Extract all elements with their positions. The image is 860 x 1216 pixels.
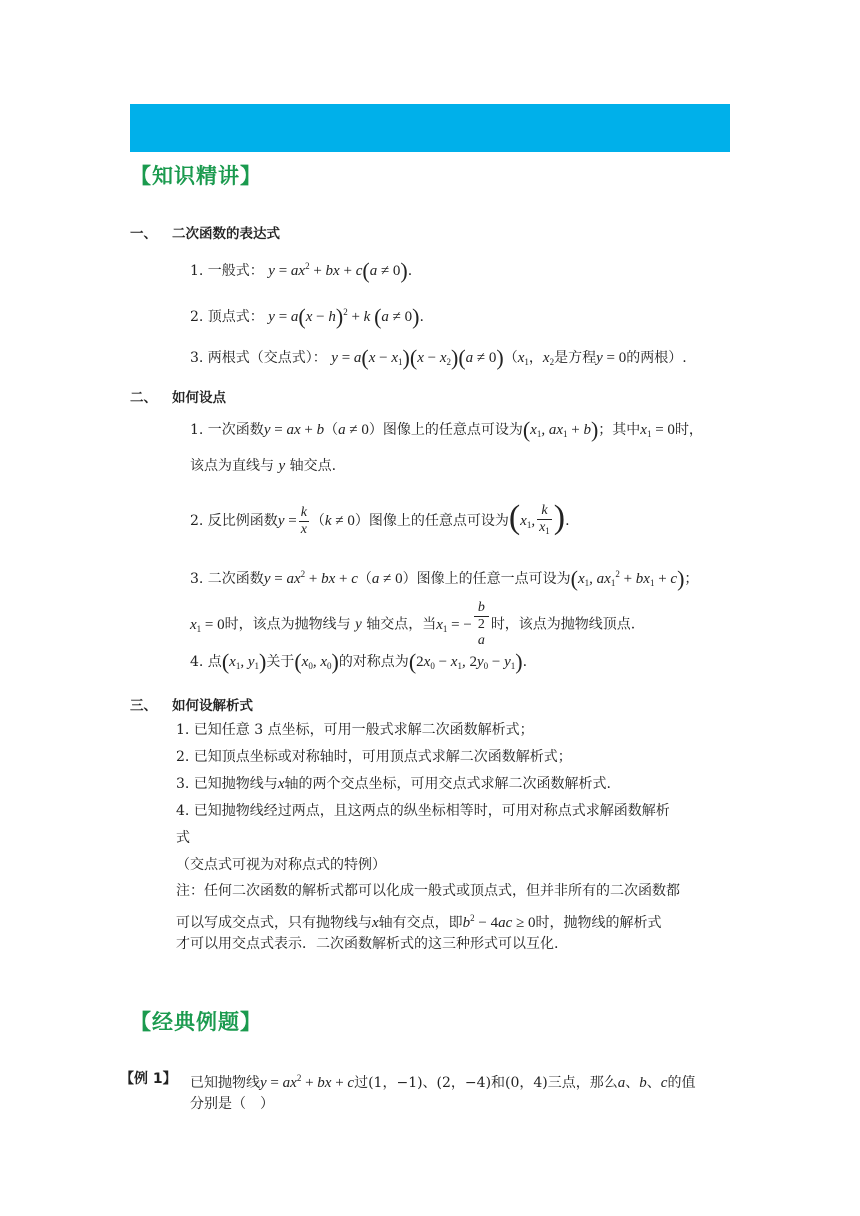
text: 可以写成交点式，只有抛物线与 <box>176 915 372 931</box>
formula: c <box>660 1075 668 1091</box>
text: 2. 反比例函数 <box>190 513 278 529</box>
formula: a <box>617 1075 626 1091</box>
text: 该点为直线与 <box>190 458 274 474</box>
formula: $y = ax^2$ + bx + c <box>263 569 358 587</box>
text: 时， <box>674 422 703 438</box>
heading-expressions <box>130 222 280 242</box>
text: 1. 一次函数 <box>190 422 264 438</box>
formula: b <box>639 1075 647 1091</box>
formula-x1: $x_1$ <box>517 350 529 367</box>
quadratic-point-line-cont <box>190 600 636 648</box>
note-line-3: 才可以用交点式表示．二次函数解析式的这三种形式可以互化. <box>176 936 559 952</box>
two-root-form-formula: $y = a(x - x_1)(x - x_2)(a \ne 0)$ <box>331 345 504 370</box>
text: （ <box>310 513 325 529</box>
formula: ($x_1$, $ax_1 + b$) <box>522 417 599 442</box>
heading-number: 三、 <box>130 698 157 714</box>
text: 已知抛物线 <box>190 1075 260 1091</box>
text: ）图像上的任意点可设为 <box>368 422 523 438</box>
heading-text: 如何设点 <box>172 390 226 406</box>
formula: $x_1$ = − <box>436 616 472 634</box>
section-title-knowledge: 【知识精讲】 <box>130 164 262 188</box>
text: 轴交点，当 <box>366 616 437 633</box>
analytic-item-4-cont: 式 <box>176 830 190 846</box>
text: 3. 二次函数 <box>190 571 264 587</box>
text: 轴交点. <box>289 458 337 474</box>
heading-text: 如何设解析式 <box>172 698 253 714</box>
text: ）图像上的任意点可设为 <box>354 513 509 529</box>
formula: y <box>278 458 286 474</box>
two-root-form-line <box>190 345 687 372</box>
formula: x <box>277 776 285 792</box>
analytic-item-1: 1. 已知任意 3 点坐标，可用一般式求解二次函数解析式； <box>176 722 534 738</box>
example-1-line: 已知抛物线$y = ax^2$ + bx + c过(1，−1)、(2，−4)和(0，4)三点，那么a、b、c的值 <box>190 1073 696 1091</box>
formula: a ≠ 0 <box>371 571 403 587</box>
vertex-form-line: 2. 顶点式： $y = a(x - h)^2 + k$ (a ≠ 0). <box>190 304 424 329</box>
analytic-item-5: （交点式可视为对称点式的特例） <box>176 857 386 873</box>
formula: y <box>355 616 362 633</box>
text: ；其中 <box>598 422 641 438</box>
text: ）图像上的任意一点可设为 <box>402 571 571 587</box>
text: ； <box>684 571 699 587</box>
heading-set-analytic <box>130 694 253 714</box>
text: 的对称点为 <box>338 654 409 670</box>
linear-point-line <box>190 417 703 444</box>
text: 是方程 <box>554 350 597 366</box>
analytic-item-4: 4. 已知抛物线经过两点，且这两点的纵坐标相等时，可用对称点式求解函数解析 <box>176 803 670 819</box>
formula-y0: y = 0 <box>596 350 627 366</box>
formula: ) <box>553 499 566 536</box>
general-form-label: 1. 一般式： <box>190 263 264 279</box>
fraction-b-over-2a: b 2 a <box>474 600 489 649</box>
quadratic-point-line <box>190 564 698 593</box>
analytic-item-3 <box>176 774 611 794</box>
vertex-form-label: 2. 顶点式： <box>190 309 264 325</box>
formula: ($x_1$, $y_1$) <box>221 649 267 674</box>
text: 轴的两个交点坐标，可用交点式求解二次函数解析式. <box>284 776 611 792</box>
text: 的两根）. <box>626 350 687 366</box>
example-1-label: 【例 1】 <box>120 1071 177 1087</box>
formula: k ≠ 0 <box>324 513 355 529</box>
header-banner <box>130 104 730 152</box>
note-line-1: 注：任何二次函数的解析式都可以化成一般式或顶点式，但并非所有的二次函数都 <box>176 883 680 899</box>
heading-number: 一、 <box>130 226 157 242</box>
formula: $y = ax^2$ + bx + c <box>260 1073 355 1091</box>
formula: $x_1 = 0$ <box>190 616 225 634</box>
fraction-k-over-x1: $\frac{k}{x_1}$ <box>539 503 550 536</box>
analytic-item-2: 2. 已知顶点坐标或对称轴时，可用顶点式求解二次函数解析式； <box>176 749 572 765</box>
text: （ <box>324 422 339 438</box>
text: 时，抛物线的解析式 <box>535 915 662 931</box>
inverse-point-line: 2. 反比例函数y = $\frac{k}{x}$ （k ≠ 0）图像上的任意点可设为($x_1$, $\frac{k}{x_1}$ ). <box>190 498 570 538</box>
formula: $x_1 = 0$ <box>640 422 675 439</box>
text: 时，该点为抛物线与 <box>224 616 351 633</box>
heading-text: 二次函数的表达式 <box>172 226 280 242</box>
general-form-line: 1. 一般式： $y = ax^2$ + bx + c(a ≠ 0). <box>190 258 413 283</box>
linear-point-line-cont <box>190 456 336 476</box>
formula: y = <box>277 513 297 529</box>
heading-set-points <box>130 386 226 406</box>
text: ， <box>528 350 543 366</box>
text: 3. 已知抛物线与 <box>176 776 278 792</box>
text: 过(1，−1)、(2，−4)和(0，4)三点，那么 <box>354 1075 618 1091</box>
formula: y = ax + b <box>263 422 325 438</box>
formula: ($x_1$, <box>508 499 536 536</box>
text: 的值 <box>667 1075 696 1091</box>
formula: a ≠ 0 <box>338 422 369 438</box>
section-title-examples: 【经典例题】 <box>130 1010 262 1034</box>
text: 关于 <box>266 654 295 670</box>
formula: x <box>372 915 379 931</box>
formula: $b^2 - 4ac \ge 0$ <box>462 913 536 931</box>
general-form-formula: $y = ax^2$ + bx + c(a ≠ 0) <box>268 258 408 283</box>
note-line-2 <box>176 908 662 933</box>
formula: ($x_1$, $ax_1^2 + bx_1 + c$) <box>570 566 685 591</box>
text: （ <box>357 571 372 587</box>
text: 4. 点 <box>190 654 222 670</box>
text: （ <box>503 350 518 366</box>
text: 轴有交点，即 <box>378 915 463 931</box>
formula-x2: $x_2$ <box>542 350 555 367</box>
example-1-line-cont: 分别是（ ） <box>190 1096 274 1112</box>
text: 时，该点为抛物线顶点. <box>490 616 636 633</box>
vertex-form-formula: $y = a(x - h)^2 + k$ (a ≠ 0) <box>268 304 420 329</box>
formula: ($x_0$, $x_0$) <box>294 649 339 674</box>
symmetric-point-line: 4. 点($x_1$, $y_1$)关于($x_0$, $x_0$)的对称点为($2x_0 - x_1$, $2y_0 - y_1$). <box>190 649 528 674</box>
fraction-k-over-x: $\frac{k}{x}$ <box>300 504 307 537</box>
two-root-form-label: 3. 两根式（交点式）： <box>190 350 327 366</box>
heading-number: 二、 <box>130 390 157 406</box>
formula: ($2x_0 - x_1$, $2y_0 - y_1$) <box>408 649 523 674</box>
